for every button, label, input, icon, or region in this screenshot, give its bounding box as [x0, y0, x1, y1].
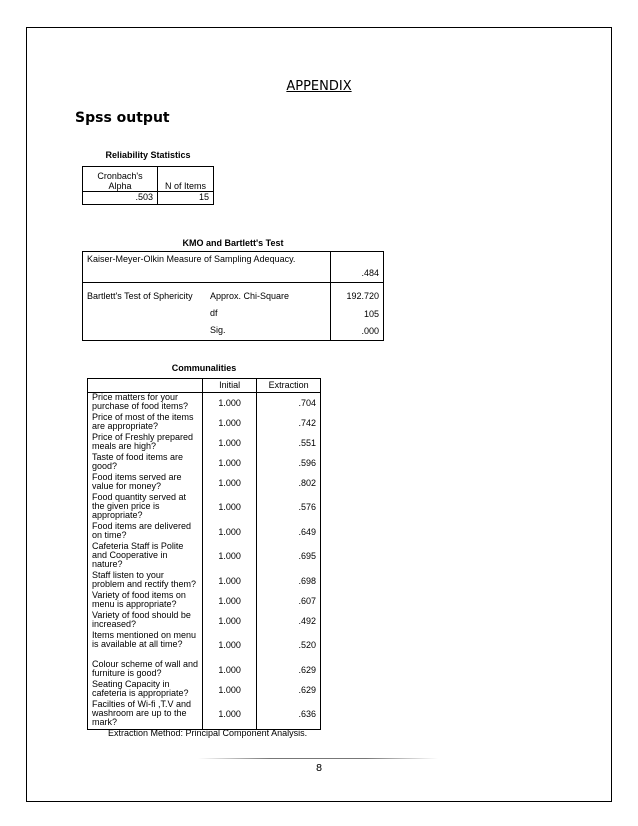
item-label: Taste of food items are good?	[92, 452, 184, 471]
appendix-title: APPENDIX	[286, 79, 352, 94]
extraction-value: .742	[257, 413, 321, 433]
extraction-value: .636	[257, 700, 321, 730]
column-header: Extraction	[257, 379, 321, 393]
extraction-value: .802	[257, 473, 321, 493]
initial-value: 1.000	[203, 660, 257, 680]
chi-square-value: 192.720	[331, 283, 384, 306]
item-label: Seating Capacity in cafeteria is appropriate?	[92, 679, 189, 698]
sig-label: Sig.	[210, 325, 226, 335]
item-label: Food quantity served at the given price is appropriate?	[92, 492, 187, 520]
initial-value: 1.000	[203, 591, 257, 611]
initial-value: 1.000	[203, 473, 257, 493]
extraction-value: .698	[257, 571, 321, 591]
kmo-value: .484	[331, 252, 384, 283]
extraction-value: .576	[257, 493, 321, 522]
section-title: Spss output	[75, 110, 170, 126]
initial-value: 1.000	[203, 571, 257, 591]
table-cell: .503	[83, 192, 158, 205]
item-label: Items mentioned on menu is available at all time?	[92, 630, 197, 649]
initial-value: 1.000	[203, 453, 257, 473]
extraction-value: .607	[257, 591, 321, 611]
initial-value: 1.000	[203, 413, 257, 433]
column-header: Cronbach's Alpha	[83, 167, 158, 192]
df-value: 105	[331, 305, 384, 322]
extraction-value: .551	[257, 433, 321, 453]
extraction-value: .695	[257, 542, 321, 571]
kmo-label: Kaiser-Meyer-Olkin Measure of Sampling Adequacy.	[83, 252, 331, 283]
extraction-value: .492	[257, 611, 321, 631]
initial-value: 1.000	[203, 433, 257, 453]
extraction-value: .520	[257, 631, 321, 660]
sig-value: .000	[331, 322, 384, 341]
initial-value: 1.000	[203, 611, 257, 631]
item-label: Food items are delivered on time?	[92, 521, 192, 540]
initial-value: 1.000	[203, 393, 257, 414]
extraction-value: .596	[257, 453, 321, 473]
bartlett-label: Bartlett's Test of Sphericity	[87, 291, 193, 301]
item-label: Variety of food items on menu is appropriate?	[92, 590, 186, 609]
item-label: Cafeteria Staff is Polite and Cooperative in nature?	[92, 541, 184, 569]
footer-divider	[198, 758, 438, 759]
column-header: Initial	[203, 379, 257, 393]
column-header: N of Items	[158, 167, 214, 192]
item-label: Price of Freshly prepared meals are high?	[92, 432, 194, 451]
reliability-table-title: Reliability Statistics	[105, 150, 191, 160]
initial-value: 1.000	[203, 542, 257, 571]
extraction-value: .629	[257, 680, 321, 700]
kmo-table-title: KMO and Bartlett's Test	[182, 238, 284, 248]
item-label: Food items served are value for money?	[92, 472, 182, 491]
extraction-value: .629	[257, 660, 321, 680]
initial-value: 1.000	[203, 522, 257, 542]
extraction-method-note: Extraction Method: Principal Component Analysis.	[108, 728, 308, 738]
chi-square-label: Approx. Chi-Square	[210, 291, 290, 301]
item-label: Price of most of the items are appropriate?	[92, 412, 194, 431]
item-label: Colour scheme of wall and furniture is good?	[92, 659, 199, 678]
item-label: Variety of food should be increased?	[92, 610, 191, 629]
column-header	[88, 379, 203, 393]
reliability-table	[82, 166, 214, 205]
item-label: Price matters for your purchase of food items?	[92, 392, 189, 411]
df-label: df	[210, 308, 218, 318]
page-number: 8	[315, 763, 323, 774]
item-label: Facilties of Wi-fi ,T.V and washroom are up to the mark?	[92, 699, 192, 727]
kmo-table	[82, 251, 384, 341]
extraction-value: .649	[257, 522, 321, 542]
item-label: Staff listen to your problem and rectify them?	[92, 570, 197, 589]
initial-value: 1.000	[203, 680, 257, 700]
initial-value: 1.000	[203, 493, 257, 522]
communalities-table-title: Communalities	[171, 363, 237, 373]
initial-value: 1.000	[203, 631, 257, 660]
initial-value: 1.000	[203, 700, 257, 730]
communalities-table	[87, 378, 321, 730]
extraction-value: .704	[257, 393, 321, 414]
table-cell: 15	[158, 192, 214, 205]
